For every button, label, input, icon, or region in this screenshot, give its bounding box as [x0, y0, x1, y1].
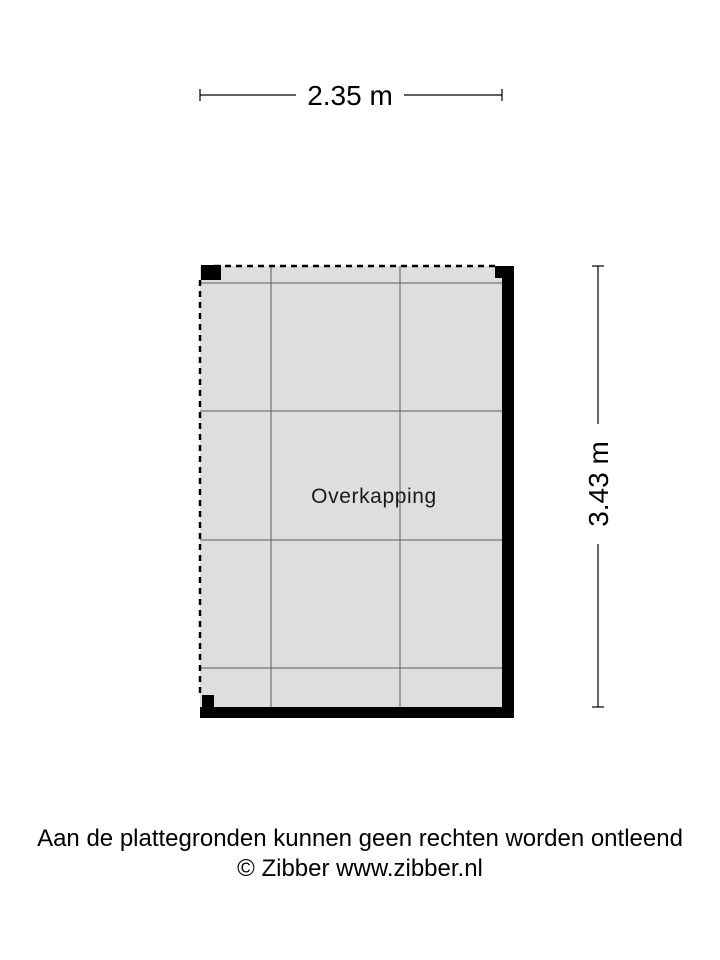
room-label: Overkapping	[311, 485, 437, 508]
wall-bottom	[200, 707, 514, 718]
width-dimension-label: 2.35 m	[307, 80, 393, 111]
post-bottom-left	[202, 695, 214, 707]
wall-right	[502, 266, 514, 718]
post-top-left	[201, 265, 221, 280]
height-dimension-label: 3.43 m	[583, 441, 614, 527]
disclaimer-text: Aan de plattegronden kunnen geen rechten worden ontleend	[37, 825, 683, 852]
post-top-right	[495, 266, 507, 278]
copyright-text: © Zibber www.zibber.nl	[237, 855, 483, 882]
